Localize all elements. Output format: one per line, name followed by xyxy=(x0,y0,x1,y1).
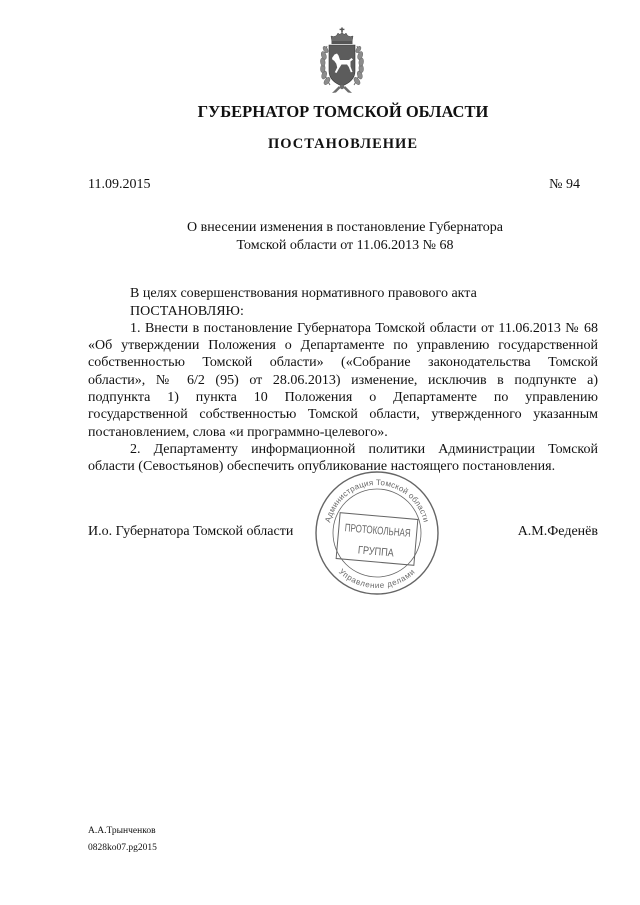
clause-1-line: подпункта 1) пункта 10 Положения о Департаменте по управлению xyxy=(88,390,598,406)
clause-1-line: области», № 6/2 (95) от 28.06.2013) изменение, исключив в подпункте а) xyxy=(88,372,598,388)
document-number: № 94 xyxy=(549,177,580,193)
coat-of-arms-icon xyxy=(312,27,372,95)
document-type-heading: ПОСТАНОВЛЕНИЕ xyxy=(267,136,418,152)
resolve-line: ПОСТАНОВЛЯЮ: xyxy=(130,303,244,319)
clause-2-line: области (Севостьянов) обеспечить опубликование настоящего постановления. xyxy=(88,459,556,475)
executor-name: А.А.Трынченков xyxy=(88,826,156,836)
document-date: 11.09.2015 xyxy=(88,177,151,193)
document-body xyxy=(88,285,598,475)
stamp-center-box xyxy=(336,513,436,566)
signatory-name: А.М.Феденёв xyxy=(517,524,598,540)
ribbon-icon xyxy=(332,85,352,93)
stamp-center-line: ПРОТОКОЛЬНАЯ xyxy=(344,522,436,543)
signatory-position: И.о. Губернатора Томской области xyxy=(88,524,294,540)
document-title xyxy=(90,219,600,254)
stamp-ring-top-path: Администрация Томской области xyxy=(323,477,431,524)
clause-2-line: 2. Департаменту информационной политики Администрации Томской xyxy=(130,441,598,457)
stamp-center-line: ГРУППА xyxy=(357,544,402,561)
title-line: Томской области от 11.06.2013 № 68 xyxy=(236,237,454,253)
official-stamp xyxy=(312,468,442,598)
crown-icon xyxy=(331,28,353,45)
file-code: 0828ko07.pg2015 xyxy=(88,843,157,853)
clause-1-line: 1. Внести в постановление Губернатора Томской области от 11.06.2013 № 68 xyxy=(130,320,598,336)
preamble-line: В целях совершенствования нормативного правового акта xyxy=(130,286,477,302)
clause-1-line: собственностью Томской области» («Собрание законодательства Томской xyxy=(88,355,598,371)
stamp-ring-bottom-path: Управление делами xyxy=(337,567,417,591)
clause-1-line: постановлением, слова «и программно-целевого». xyxy=(88,424,388,440)
authority-heading: ГУБЕРНАТОР ТОМСКОЙ ОБЛАСТИ xyxy=(197,102,489,121)
shield-icon xyxy=(329,45,355,86)
clause-1-line: «Об утверждении Положения о Департаменте по управлению государственной xyxy=(88,338,598,354)
title-line: О внесении изменения в постановление Губернатора xyxy=(187,220,503,236)
clause-1-line: государственной собственностью Томской области, утвержденного указанным xyxy=(88,407,598,423)
